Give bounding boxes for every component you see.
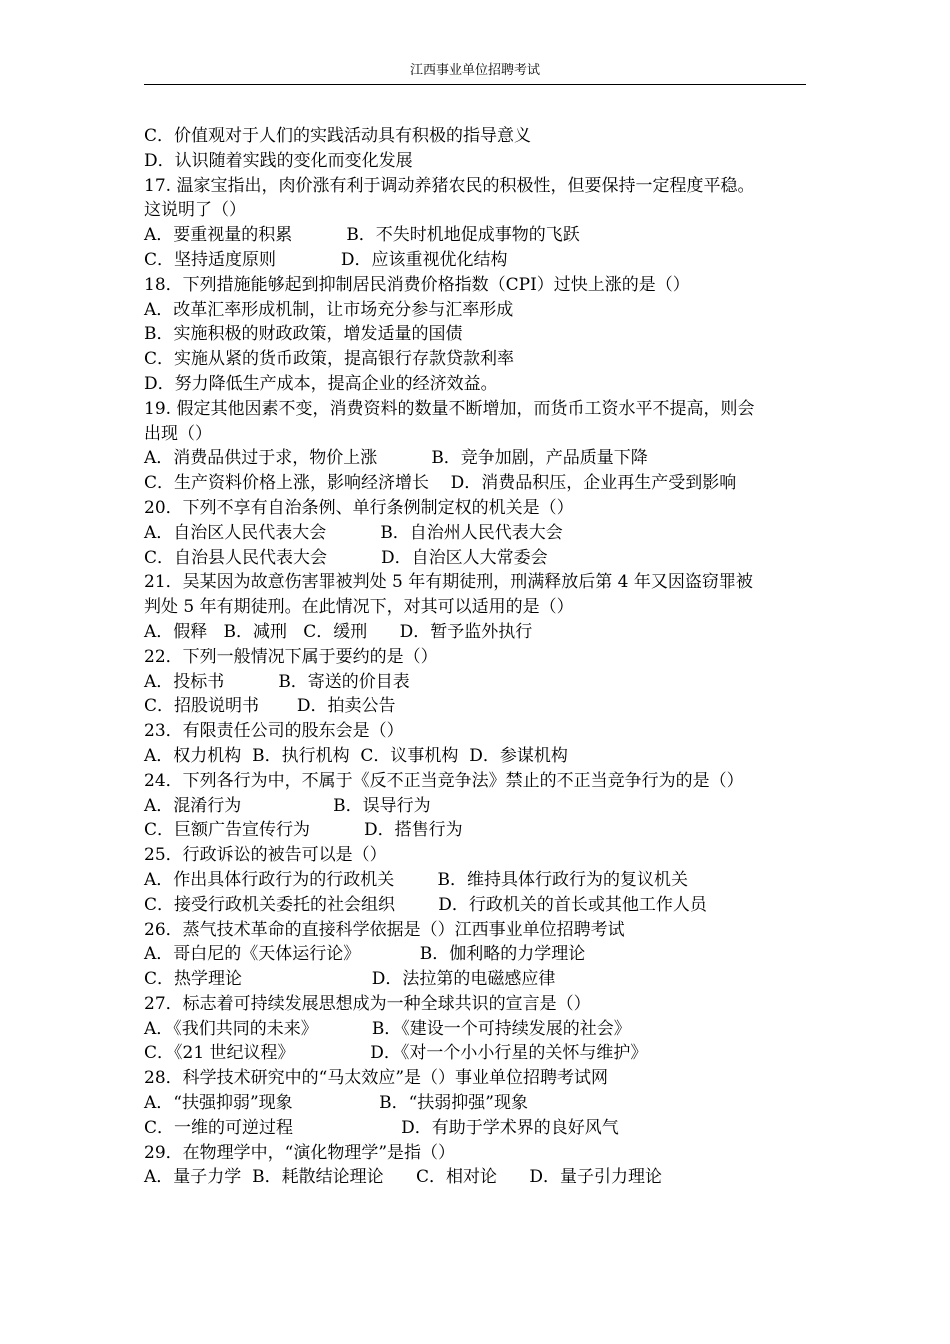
options-line: A．要重视量的积累 B．不失时机地促成事物的飞跃 <box>144 225 580 246</box>
options-line: A．自治区人民代表大会 B．自治州人民代表大会 <box>144 522 563 543</box>
options-line: B．实施积极的财政政策，增发适量的国债 <box>144 324 463 345</box>
page-header <box>144 62 806 85</box>
question-21: 21．吴某因为故意伤害罪被判处 5 年有期徒刑，刑满释放后第 4 年又因盗窃罪被 <box>144 572 753 593</box>
question-27: 27．标志着可持续发展思想成为一种全球共识的宣言是（） <box>144 993 591 1014</box>
options-line: C．巨额广告宣传行为 D．搭售行为 <box>144 820 463 841</box>
options-line: A．量子力学 B．耗散结论理论 C．相对论 D．量子引力理论 <box>144 1167 663 1188</box>
options-line: C．一维的可逆过程 D．有助于学术界的良好风气 <box>144 1117 619 1138</box>
question-25: 25．行政诉讼的被告可以是（） <box>144 845 387 866</box>
options-line: C．招股说明书 D．拍卖公告 <box>144 696 396 717</box>
header-title: 江西事业单位招聘考试 <box>409 63 540 78</box>
options-line: A．《我们共同的未来》 B．《建设一个可持续发展的社会》 <box>144 1018 631 1039</box>
options-line: A．假释 B．减刑 C．缓刑 D．暂予监外执行 <box>144 621 533 642</box>
options-line: A．改革汇率形成机制，让市场充分参与汇率形成 <box>144 299 514 320</box>
options-line: C．自治县人民代表大会 D．自治区人大常委会 <box>144 547 548 568</box>
question-26: 26．蒸气技术革命的直接科学依据是（）江西事业单位招聘考试 <box>144 919 625 940</box>
text-line: D．认识随着实践的变化而变化发展 <box>144 150 413 171</box>
text-line: 这说明了（） <box>144 200 246 221</box>
question-28: 28．科学技术研究中的“马太效应”是（）事业单位招聘考试网 <box>144 1068 609 1089</box>
options-line: A．混淆行为 B．误导行为 <box>144 795 431 816</box>
text-line: C．价值观对于人们的实践活动具有积极的指导意义 <box>144 126 532 146</box>
options-line: D．努力降低生产成本，提高企业的经济效益。 <box>144 373 498 394</box>
options-line: A．权力机构 B．执行机构 C．议事机构 D．参谋机构 <box>144 745 568 766</box>
options-line: A．作出具体行政行为的行政机关 B．维持具体行政行为的复议机关 <box>144 869 688 890</box>
question-18: 18．下列措施能够起到抑制居民消费价格指数（CPI）过快上涨的是（） <box>144 274 690 295</box>
options-line: C．生产资料价格上涨，影响经济增长 D．消费品积压，企业再生产受到影响 <box>144 473 737 494</box>
options-line: C．《21 世纪议程》 D．《对一个小小行星的关怀与维护》 <box>144 1043 648 1064</box>
options-line: A．投标书 B．寄送的价目表 <box>144 671 410 692</box>
options-line: C．实施从紧的货币政策，提高银行存款贷款利率 <box>144 349 515 370</box>
options-line: A．消费品供过于求，物价上涨 B．竞争加剧，产品质量下降 <box>144 448 648 469</box>
question-19: 19. 假定其他因素不变，消费资料的数量不断增加，而货币工资水平不提高，则会 <box>144 398 755 419</box>
question-17: 17. 温家宝指出，肉价涨有利于调动养猪农民的积极性，但要保持一定程度平稳。 <box>144 175 755 196</box>
question-23: 23．有限责任公司的股东会是（） <box>144 721 404 742</box>
options-line: C．坚持适度原则 D．应该重视优化结构 <box>144 249 508 270</box>
options-line: C．接受行政机关委托的社会组织 D．行政机关的首长或其他工作人员 <box>144 894 707 915</box>
question-29: 29．在物理学中，“演化物理学”是指（） <box>144 1142 456 1163</box>
text-line: 判处 5 年有期徒刑。在此情况下，对其可以适用的是（） <box>144 597 574 618</box>
options-line: A．哥白尼的《天体运行论》 B．伽利略的力学理论 <box>144 944 586 965</box>
question-24: 24．下列各行为中，不属于《反不正当竞争法》禁止的不正当竞争行为的是（） <box>144 770 744 791</box>
text-line: 出现（） <box>144 423 212 444</box>
options-line: A．“扶强抑弱”现象 B．“扶弱抑强”现象 <box>144 1093 528 1114</box>
question-22: 22．下列一般情况下属于要约的是（） <box>144 646 438 667</box>
question-20: 20．下列不享有自治条例、单行条例制定权的机关是（） <box>144 497 574 518</box>
options-line: C．热学理论 D．法拉第的电磁感应律 <box>144 969 556 990</box>
exam-content <box>144 124 812 1190</box>
